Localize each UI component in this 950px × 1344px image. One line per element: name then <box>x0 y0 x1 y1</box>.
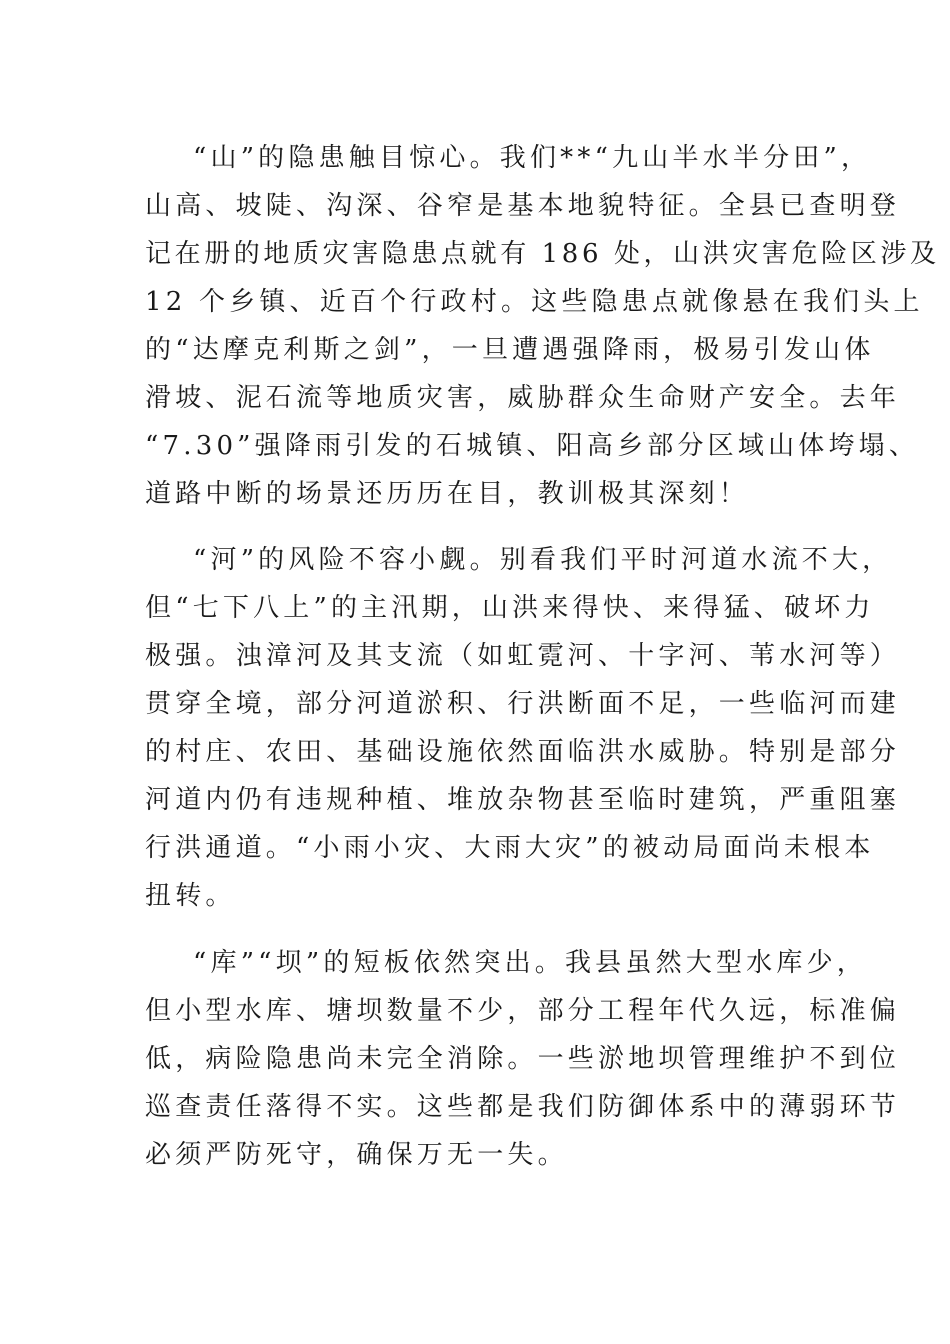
paragraph-line: 滑坡、泥石流等地质灾害，威胁群众生命财产安全。去年 <box>145 383 901 413</box>
paragraph-line: 但“七下八上”的主汛期，山洪来得快、来得猛、破坏力 <box>145 593 875 623</box>
paragraph-line: 必须严防死守，确保万无一失。 <box>145 1140 568 1170</box>
paragraph-line: 记在册的地质灾害隐患点就有 186 处，山洪灾害危险区涉及 <box>145 239 940 269</box>
paragraph-line: 河道内仍有违规种植、堆放杂物甚至临时建筑，严重阻塞 <box>145 785 901 815</box>
paragraph-line: 道路中断的场景还历历在目，教训极其深刻！ <box>145 479 750 509</box>
paragraph-line: “河”的风险不容小觑。别看我们平时河道水流不大， <box>193 545 893 575</box>
paragraph-line: 但小型水库、塘坝数量不少，部分工程年代久远，标准偏 <box>145 996 901 1026</box>
paragraph-line: 贯穿全境，部分河道淤积、行洪断面不足，一些临河而建 <box>145 689 901 719</box>
paragraph-line: 山高、坡陡、沟深、谷窄是基本地貌特征。全县已查明登 <box>145 191 901 221</box>
paragraph-line: 12 个乡镇、近百个行政村。这些隐患点就像悬在我们头上 <box>145 287 924 317</box>
paragraph-line: 扭转。 <box>145 881 236 911</box>
paragraph-line: “7.30”强降雨引发的石城镇、阳高乡部分区域山体垮塌、 <box>145 431 920 461</box>
paragraph-line: 巡查责任落得不实。这些都是我们防御体系中的薄弱环节 <box>145 1092 901 1122</box>
paragraph-line: 的“达摩克利斯之剑”，一旦遭遇强降雨，极易引发山体 <box>145 335 875 365</box>
paragraph-line: “库”“坝”的短板依然突出。我县虽然大型水库少， <box>193 948 867 978</box>
paragraph-line: 低，病险隐患尚未完全消除。一些淤地坝管理维护不到位 <box>145 1044 901 1074</box>
paragraph-line: 行洪通道。“小雨小灾、大雨大灾”的被动局面尚未根本 <box>145 833 875 863</box>
paragraph-line: 极强。浊漳河及其支流（如虹霓河、十字河、苇水河等） <box>145 641 901 671</box>
paragraph-line: “山”的隐患触目惊心。我们**“九山半水半分田”， <box>193 143 872 173</box>
paragraph-line: 的村庄、农田、基础设施依然面临洪水威胁。特别是部分 <box>145 737 901 767</box>
